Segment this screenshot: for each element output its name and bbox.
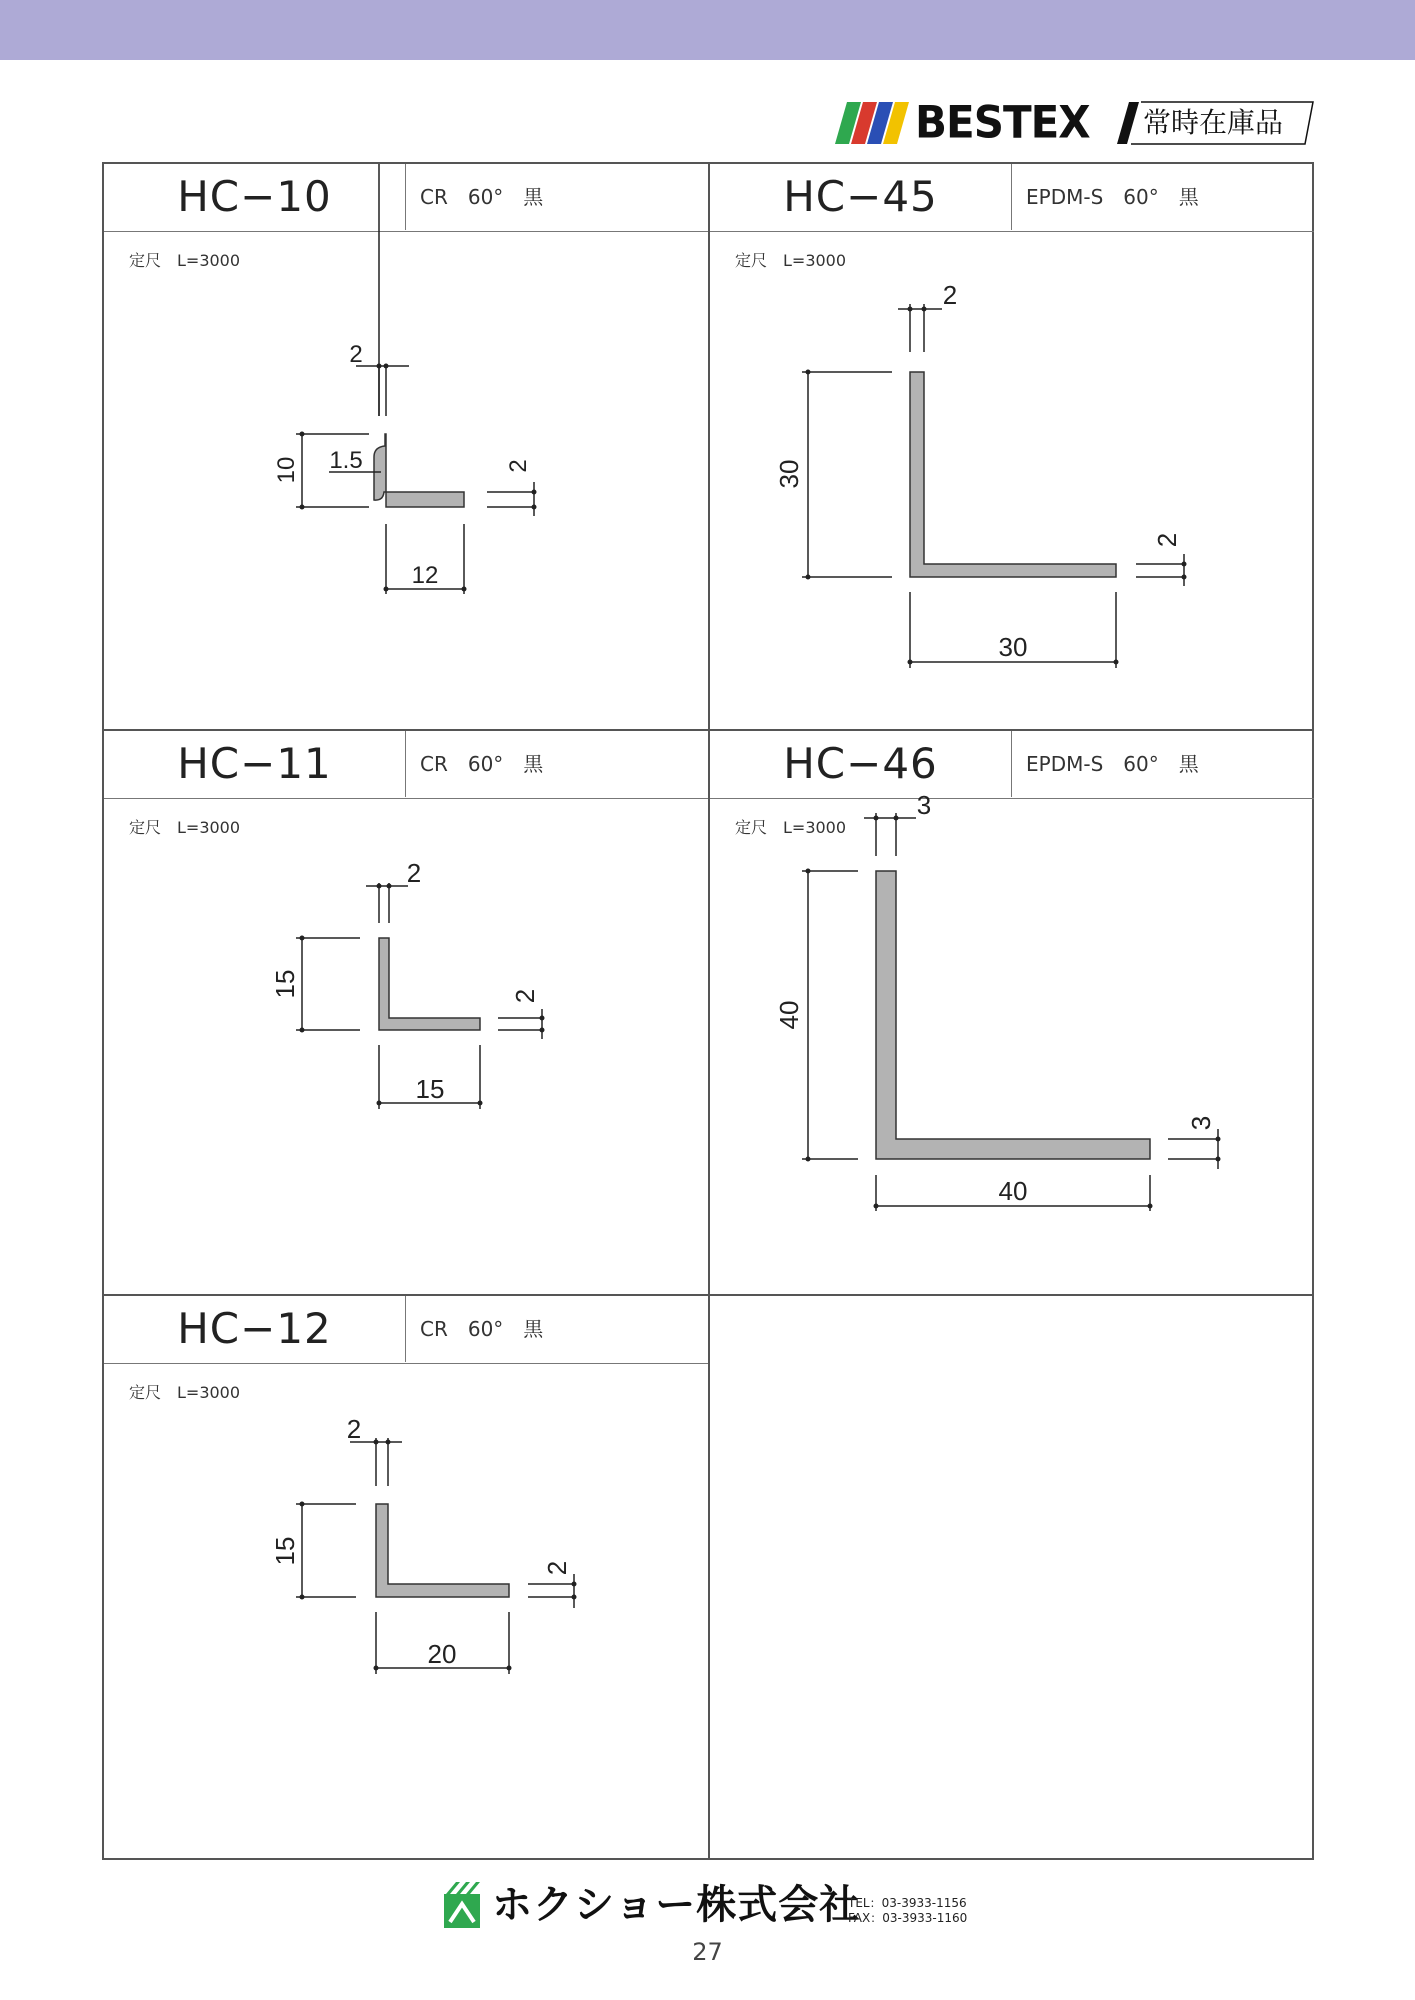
dim-top-thickness: 3 [916,790,932,820]
dim-side-thickness: 2 [510,988,540,1004]
material-spec: CR 60° 黒 [420,1317,544,1341]
dim-height: 30 [774,459,804,489]
dim-width: 20 [427,1639,457,1669]
product-cell-hc10 [104,164,708,729]
dim-side-thickness: 3 [1186,1115,1216,1131]
dim-height: 15 [270,969,300,999]
brand-name: BESTEX [915,96,1090,149]
product-cell-hc46 [710,731,1314,1294]
standard-length: 定尺 L=3000 [129,251,241,270]
contact-info [848,1896,967,1926]
brand-subtitle: 常時在庫品 [1143,106,1284,139]
model-number: HC−10 [104,164,406,230]
page-number: 27 [692,1938,723,1966]
profile-drawing [710,731,1314,1294]
product-cell-hc12 [104,1296,708,1858]
dim-top-thickness: 2 [346,1414,362,1444]
model-number: HC−12 [104,1296,406,1362]
dim-height: 40 [774,1000,804,1030]
dim-height: 15 [270,1536,300,1566]
profile-drawing [104,164,708,729]
model-number: HC−11 [104,731,406,797]
profile-drawing [104,731,708,1294]
fax-number: FAX：03-3933-1160 [848,1911,968,1925]
dim-width: 40 [998,1176,1028,1206]
material-spec: CR 60° 黒 [420,752,544,776]
profile-drawing [104,1296,708,1858]
hokusho-mark-icon [440,1882,488,1930]
dim-top-thickness: 2 [942,280,958,310]
product-grid [102,162,1314,1860]
bestex-logo [835,98,1315,148]
product-cell-hc45 [710,164,1314,729]
dim-side-thickness: 2 [1152,532,1182,548]
company-logo [440,1880,1000,1930]
model-number: HC−45 [710,164,1012,230]
standard-length: 定尺 L=3000 [735,251,847,270]
material-spec: EPDM-S 60° 黒 [1026,752,1199,776]
dim-side-thickness: 2 [505,459,532,473]
material-spec: CR 60° 黒 [420,185,544,209]
top-color-band [0,0,1415,60]
profile-drawing [710,164,1314,729]
model-number: HC−46 [710,731,1012,797]
dim-height: 10 [273,456,300,484]
company-name: ホクショー株式会社 [492,1882,861,1928]
material-spec: EPDM-S 60° 黒 [1026,185,1199,209]
dim-top-thickness: 2 [406,858,422,888]
dim-width: 12 [411,562,439,589]
dim-lip: 1.5 [329,447,363,474]
standard-length: 定尺 L=3000 [129,1383,241,1402]
dim-width: 30 [998,632,1028,662]
dim-side-thickness: 2 [542,1560,572,1576]
tel-number: TEL：03-3933-1156 [848,1896,967,1910]
standard-length: 定尺 L=3000 [129,818,241,837]
product-cell-hc11 [104,731,708,1294]
standard-length: 定尺 L=3000 [735,818,847,837]
dim-width: 15 [415,1074,445,1104]
dim-top-thickness: 2 [349,341,363,368]
